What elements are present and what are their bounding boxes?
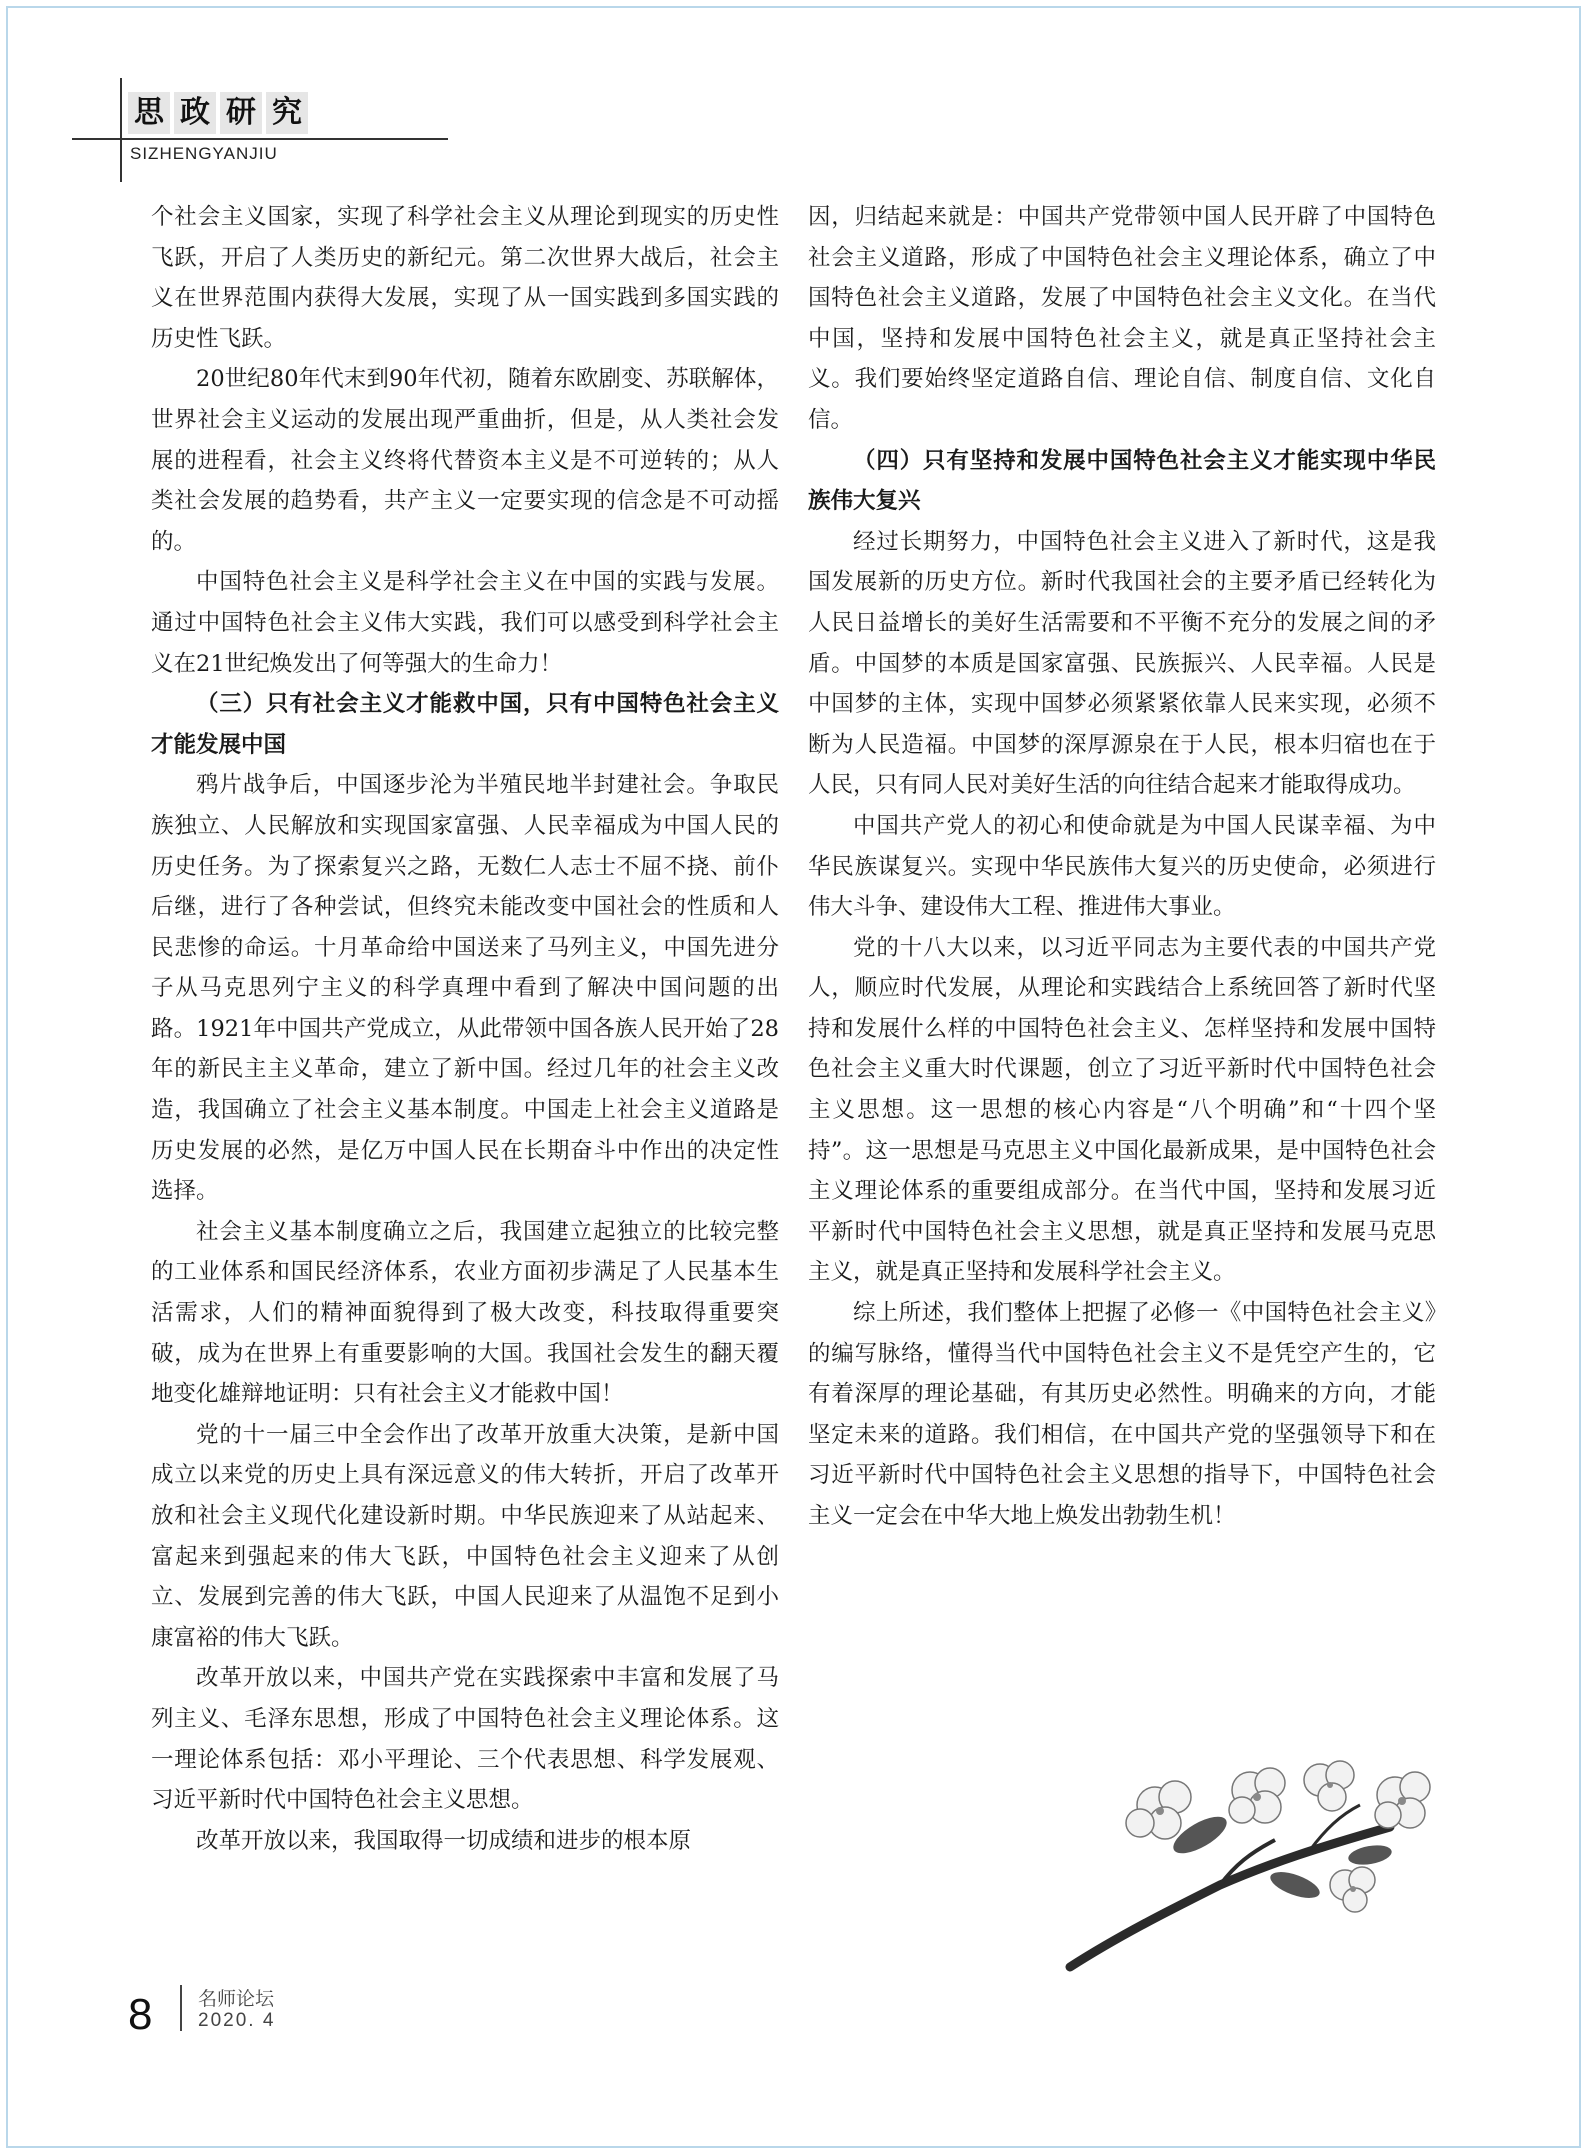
- paragraph: 党的十八大以来，以习近平同志为主要代表的中国共产党人，顺应时代发展，从理论和实践结合上系统回答了新时代坚持和发展什么样的中国特色社会主义、怎样坚持和发展中国特色社会主义重大时代课题，创立了习近平新时代中国特色社会主义思想。这一思想的核心内容是“八个明确”和“十四个坚持”。这一思想是马克思主义中国化最新成果，是中国特色社会主义理论体系的重要组成部分。在当代中国，坚持和发展习近平新时代中国特色社会主义思想，就是真正坚持和发展马克思主义，就是真正坚持和发展科学社会主义。: [808, 934, 1436, 1286]
- paragraph: 20世纪80年代末到90年代初，随着东欧剧变、苏联解体，世界社会主义运动的发展出现严重曲折，但是，从人类社会发展的进程看，社会主义终将代替资本主义是不可逆转的；从人类社会发展的趋势看，共产主义一定要实现的信念是不可动摇的。: [151, 366, 779, 555]
- paragraph: 因，归结起来就是：中国共产党带领中国人民开辟了中国特色社会主义道路，形成了中国特色社会主义理论体系，确立了中国特色社会主义道路，发展了中国特色社会主义文化。在当代中国，坚持和发展中国特色社会主义，就是真正坚持社会主义。我们要始终坚定道路自信、理论自信、制度自信、文化自信。: [808, 204, 1436, 433]
- section-title-char: 究: [266, 92, 308, 134]
- paragraph: 经过长期努力，中国特色社会主义进入了新时代，这是我国发展新的历史方位。新时代我国社会的主要矛盾已经转化为人民日益增长的美好生活需要和不平衡不充分的发展之间的矛盾。中国梦的本质是国家富强、民族振兴、人民幸福。人民是中国梦的主体，实现中国梦必须紧紧依靠人民来实现，必须不断为人民造福。中国梦的深厚源泉在于人民，根本归宿也在于人民，只有同人民对美好生活的向往结合起来才能取得成功。: [808, 528, 1436, 799]
- section-heading: （三）只有社会主义才能救中国，只有中国特色社会主义才能发展中国: [151, 691, 779, 758]
- header-vertical-rule: [120, 78, 122, 182]
- page-number: 8: [128, 1990, 153, 2039]
- issue-number: 2020. 4: [198, 2010, 276, 2031]
- section-subtitle: SIZHENGYANJIU: [130, 144, 278, 163]
- paragraph: 改革开放以来，我国取得一切成绩和进步的根本原: [196, 1827, 692, 1854]
- paragraph: 党的十一届三中全会作出了改革开放重大决策，是新中国成立以来党的历史上具有深远意义的伟大转折，开启了改革开放和社会主义现代化建设新时期。中华民族迎来了从站起来、富起来到强起来的伟大飞跃，中国特色社会主义迎来了从创立、发展到完善的伟大飞跃，中国人民迎来了从温饱不足到小康富裕的伟大飞跃。: [151, 1421, 779, 1651]
- section-title-char: 思: [128, 92, 170, 134]
- section-title: [128, 92, 308, 134]
- paragraph: 个社会主义国家，实现了科学社会主义从理论到现实的历史性飞跃，开启了人类历史的新纪元。第二次世界大战后，社会主义在世界范围内获得大发展，实现了从一国实践到多国实践的历史性飞跃。: [151, 204, 779, 352]
- paragraph: 社会主义基本制度确立之后，我国建立起独立的比较完整的工业体系和国民经济体系，农业方面初步满足了人民基本生活需求，人们的精神面貌得到了极大改变，科技取得重要突破，成为在世界上有重要影响的大国。我国社会发生的翻天覆地变化雄辩地证明：只有社会主义才能救中国！: [151, 1218, 779, 1408]
- header-horizontal-rule: [72, 138, 448, 140]
- left-column: [151, 197, 779, 1861]
- paragraph: 鸦片战争后，中国逐步沦为半殖民地半封建社会。争取民族独立、人民解放和实现国家富强、人民幸福成为中国人民的历史任务。为了探索复兴之路，无数仁人志士不屈不挠、前仆后继，进行了各种尝试，但终究未能改变中国社会的性质和人民悲惨的命运。十月革命给中国送来了马列主义，中国先进分子从马克思列宁主义的科学真理中看到了解决中国问题的出路。1921年中国共产党成立，从此带领中国各族人民开始了28年的新民主主义革命，建立了新中国。经过几年的社会主义改造，我国确立了社会主义基本制度。中国走上社会主义道路是历史发展的必然，是亿万中国人民在长期奋斗中作出的决定性选择。: [151, 772, 779, 1205]
- paragraph: 改革开放以来，中国共产党在实践探索中丰富和发展了马列主义、毛泽东思想，形成了中国特色社会主义理论体系。这一理论体系包括：邓小平理论、三个代表思想、科学发展观、习近平新时代中国特色社会主义思想。: [151, 1665, 779, 1814]
- paragraph: 综上所述，我们整体上把握了必修一《中国特色社会主义》的编写脉络，懂得当代中国特色社会主义不是凭空产生的，它有着深厚的理论基础，有其历史必然性。明确来的方向，才能坚定未来的道路。我们相信，在中国共产党的坚强领导下和在习近平新时代中国特色社会主义思想的指导下，中国特色社会主义一定会在中华大地上焕发出勃勃生机！: [808, 1300, 1436, 1529]
- paragraph: 中国共产党人的初心和使命就是为中国人民谋幸福、为中华民族谋复兴。实现中华民族伟大复兴的历史使命，必须进行伟大斗争、建设伟大工程、推进伟大事业。: [808, 812, 1436, 921]
- flower-branch-icon: [1060, 1735, 1460, 1975]
- section-title-char: 政: [174, 92, 216, 134]
- right-column: [808, 197, 1436, 1537]
- magazine-name: 名师论坛: [198, 1988, 275, 2010]
- section-title-char: 研: [220, 92, 262, 134]
- section-heading: （四）只有坚持和发展中国特色社会主义才能实现中华民族伟大复兴: [808, 447, 1436, 515]
- footer-divider: [180, 1985, 182, 2031]
- paragraph: 中国特色社会主义是科学社会主义在中国的实践与发展。通过中国特色社会主义伟大实践，我们可以感受到科学社会主义在21世纪焕发出了何等强大的生命力！: [151, 569, 779, 677]
